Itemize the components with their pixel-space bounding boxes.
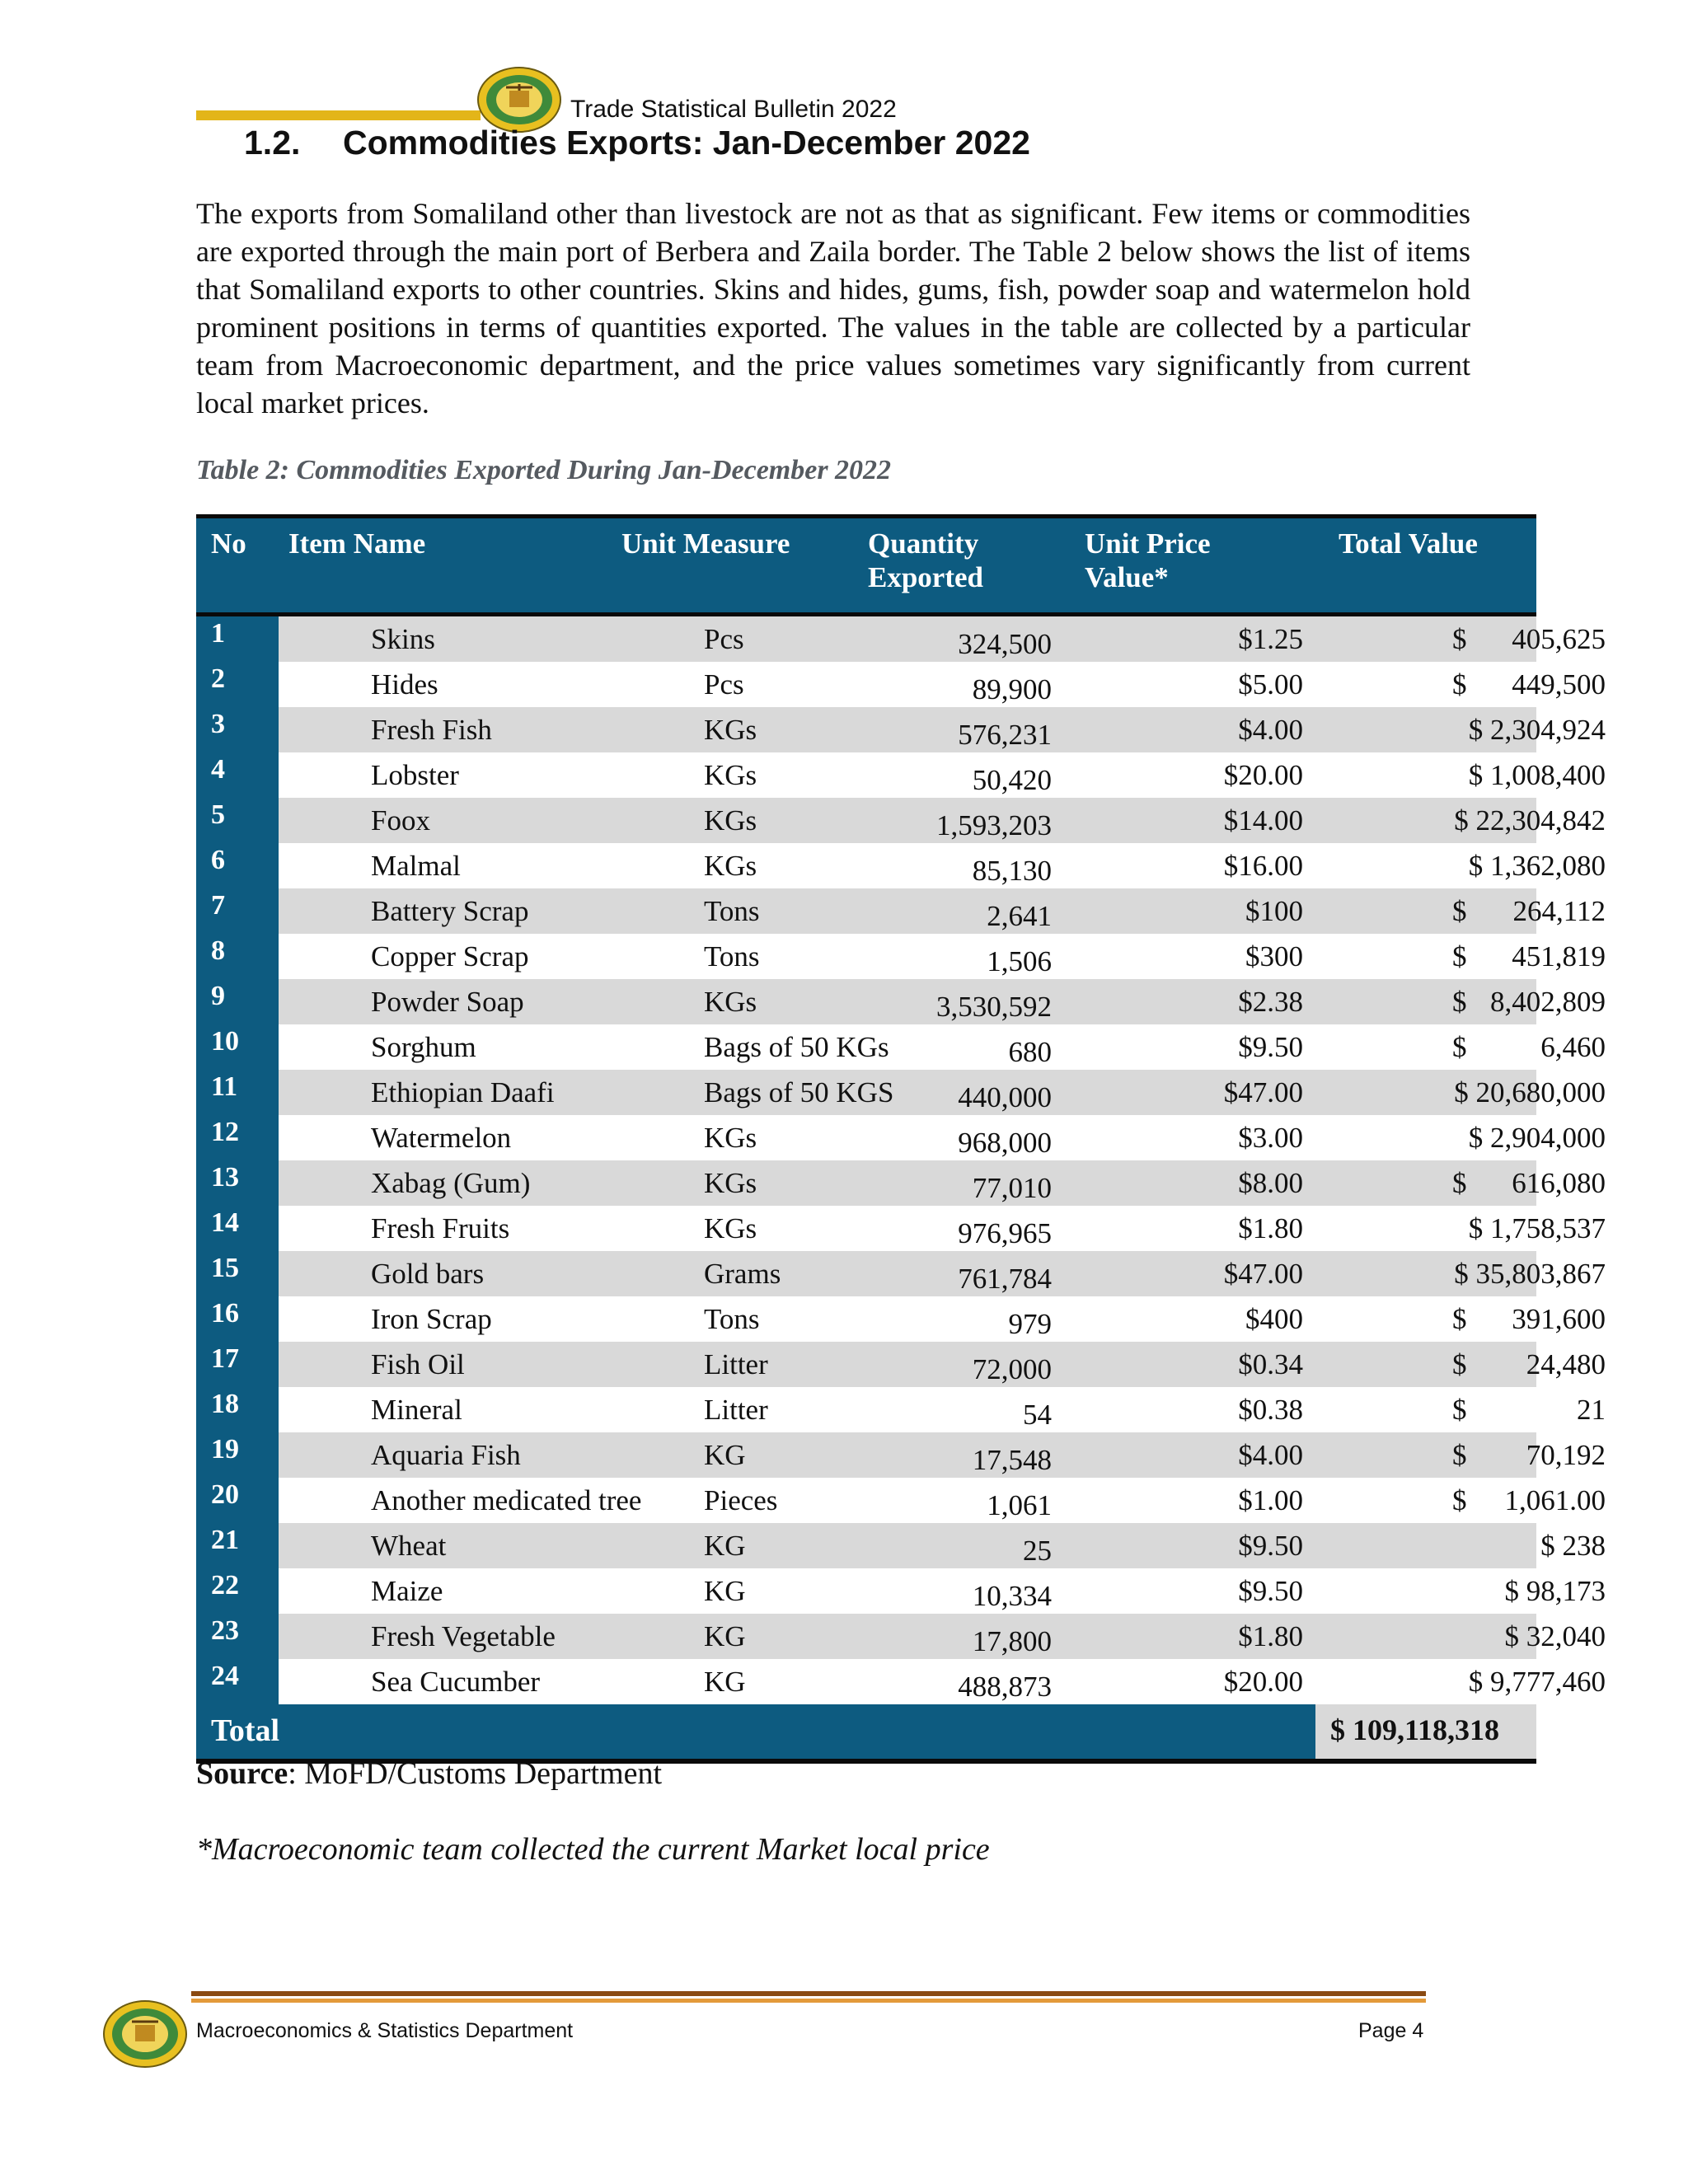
item-name: Iron Scrap: [371, 1303, 492, 1335]
total-amount: 449,500: [1512, 668, 1606, 701]
total-value-cell: [1452, 986, 1606, 1023]
row-body: [279, 1160, 1606, 1206]
table-row: [196, 1387, 1606, 1432]
item-name: Sea Cucumber: [371, 1666, 541, 1698]
unit-price: $4.00: [1238, 1439, 1303, 1471]
row-body: [279, 1070, 1606, 1115]
table-row: [196, 1251, 1606, 1296]
row-body: [279, 934, 1606, 979]
table-row: [196, 1070, 1606, 1115]
total-amount: 6,460: [1540, 1031, 1606, 1063]
unit-measure: KGs: [704, 1167, 757, 1199]
total-amount: 451,819: [1512, 940, 1606, 972]
quantity-exported: 324,500: [958, 628, 1052, 660]
quantity-exported: 72,000: [972, 1353, 1052, 1385]
unit-measure: KG: [704, 1439, 746, 1471]
row-body: [279, 979, 1606, 1024]
item-name: Aquaria Fish: [371, 1439, 521, 1471]
row-body: [279, 888, 1606, 934]
unit-measure: KGs: [704, 804, 757, 837]
total-amount: $ 32,040: [1504, 1620, 1606, 1652]
unit-measure: Tons: [704, 1303, 760, 1335]
row-number: 9: [196, 979, 279, 1024]
table-row: [196, 979, 1606, 1024]
total-amount: 405,625: [1512, 623, 1606, 655]
row-number: 7: [196, 888, 279, 934]
total-currency: $: [1452, 1484, 1467, 1516]
total-amount: 1,061.00: [1504, 1484, 1606, 1516]
bulletin-title: Trade Statistical Bulletin 2022: [570, 96, 897, 123]
total-currency: $: [1452, 1167, 1467, 1199]
row-number: 21: [196, 1523, 279, 1568]
quantity-exported: 25: [1023, 1535, 1052, 1567]
item-name: Fresh Fruits: [371, 1212, 510, 1244]
header-item-name: Item Name: [288, 527, 426, 560]
total-value-cell: [1452, 850, 1606, 887]
quantity-exported: 17,800: [972, 1625, 1052, 1657]
item-name: Maize: [371, 1575, 443, 1607]
unit-measure: KGs: [704, 759, 757, 791]
row-body: [279, 1296, 1606, 1342]
row-body: [279, 1614, 1606, 1659]
table-row: [196, 798, 1606, 843]
total-value-cell: [1452, 1666, 1606, 1703]
unit-measure: KGs: [704, 714, 757, 746]
total-amount: 391,600: [1512, 1303, 1606, 1335]
item-name: Watermelon: [371, 1122, 512, 1154]
unit-price: $9.50: [1238, 1530, 1303, 1562]
quantity-exported: 1,506: [987, 945, 1052, 977]
unit-price: $47.00: [1223, 1076, 1303, 1108]
row-body: [279, 1387, 1606, 1432]
row-body: [279, 1115, 1606, 1160]
quantity-exported: 1,061: [987, 1489, 1052, 1521]
row-body: [279, 1206, 1606, 1251]
footer-rule-accent: [191, 1999, 1426, 2003]
header-total-value: Total Value: [1339, 527, 1478, 560]
footer-page-number: Page 4: [1358, 2019, 1424, 2042]
row-number: 12: [196, 1115, 279, 1160]
intro-paragraph: The exports from Somaliland other than livestock are not as that as significant. Few items or commodities are exported through the main port of Berbera and Zaila border. The Table 2 below shows the list of items that Somaliland exports to other countries. Skins and hides, gums, fish, powder soap and watermelon hold prominent positions in terms of quantities exported. The values in the table are collected by a particular team from Macroeconomic department, and the price values sometimes vary significantly from current local market prices.: [196, 197, 1470, 419]
unit-measure: Litter: [704, 1348, 768, 1380]
row-number: 1: [196, 616, 279, 662]
unit-price: $1.00: [1238, 1484, 1303, 1516]
total-amount: 21: [1577, 1394, 1606, 1426]
total-currency: $: [1452, 986, 1467, 1018]
row-number: 5: [196, 798, 279, 843]
row-number: 13: [196, 1160, 279, 1206]
total-value-cell: [1452, 1076, 1606, 1113]
unit-price: $400: [1245, 1303, 1303, 1335]
row-body: [279, 1478, 1606, 1523]
item-name: Fresh Fish: [371, 714, 492, 746]
item-name: Powder Soap: [371, 986, 524, 1018]
item-name: Sorghum: [371, 1031, 476, 1063]
row-body: [279, 1251, 1606, 1296]
total-currency: $: [1452, 1031, 1467, 1063]
total-amount: 24,480: [1526, 1348, 1606, 1380]
table-row: [196, 1614, 1606, 1659]
total-currency: $: [1452, 623, 1467, 655]
item-name: Hides: [371, 668, 438, 701]
row-number: 2: [196, 662, 279, 707]
quantity-exported: 1,593,203: [936, 809, 1052, 841]
table-row: [196, 1115, 1606, 1160]
total-amount: 264,112: [1512, 895, 1606, 927]
quantity-exported: 576,231: [958, 719, 1052, 751]
unit-measure: KG: [704, 1666, 746, 1698]
quantity-exported: 10,334: [972, 1580, 1052, 1612]
total-amount: $ 1,362,080: [1468, 850, 1606, 882]
total-currency: $: [1452, 1303, 1467, 1335]
row-number: 3: [196, 707, 279, 752]
row-number: 16: [196, 1296, 279, 1342]
total-amount: $ 98,173: [1504, 1575, 1606, 1607]
unit-price: $20.00: [1223, 759, 1303, 791]
total-value-cell: [1452, 623, 1606, 660]
row-body: [279, 707, 1606, 752]
footer-logo: [102, 1999, 188, 2069]
total-currency: $: [1452, 940, 1467, 972]
unit-measure: KG: [704, 1530, 746, 1562]
table-row: [196, 1024, 1606, 1070]
unit-price: $1.25: [1238, 623, 1303, 655]
section-number: 1.2.: [244, 124, 301, 162]
total-value-cell: [1452, 1439, 1606, 1476]
table-row: [196, 1296, 1606, 1342]
item-name: Battery Scrap: [371, 895, 529, 927]
unit-measure: KG: [704, 1620, 746, 1652]
quantity-exported: 680: [1008, 1036, 1052, 1068]
unit-price: $100: [1245, 895, 1303, 927]
total-amount: $ 35,803,867: [1454, 1258, 1606, 1290]
row-number: 4: [196, 752, 279, 798]
exports-table: [196, 514, 1606, 1764]
total-value-cell: [1452, 1031, 1606, 1068]
item-name: Fresh Vegetable: [371, 1620, 556, 1652]
total-currency: $: [1452, 1439, 1467, 1471]
item-name: Gold bars: [371, 1258, 485, 1290]
row-number: 11: [196, 1070, 279, 1115]
item-name: Mineral: [371, 1394, 462, 1426]
total-value-cell: [1452, 1167, 1606, 1204]
table-row: [196, 1206, 1606, 1251]
unit-measure: KGs: [704, 850, 757, 882]
unit-price: $9.50: [1238, 1031, 1303, 1063]
table-body: [196, 616, 1606, 1704]
table-row: [196, 843, 1606, 888]
total-amount: $ 22,304,842: [1454, 804, 1606, 837]
table-row: [196, 616, 1606, 662]
row-number: 19: [196, 1432, 279, 1478]
total-amount: $ 1,758,537: [1468, 1212, 1606, 1244]
row-number: 17: [196, 1342, 279, 1387]
total-value-cell: [1452, 1348, 1606, 1385]
item-name: Another medicated tree: [371, 1484, 642, 1516]
row-number: 18: [196, 1387, 279, 1432]
unit-price: $300: [1245, 940, 1303, 972]
unit-price: $2.38: [1238, 986, 1303, 1018]
table-row: [196, 707, 1606, 752]
unit-measure: Grams: [704, 1258, 781, 1290]
table-row: [196, 934, 1606, 979]
unit-price: $0.38: [1238, 1394, 1303, 1426]
header-accent-bar: [196, 110, 481, 120]
quantity-exported: 2,641: [987, 900, 1052, 932]
unit-measure: Pieces: [704, 1484, 778, 1516]
total-amount: 8,402,809: [1490, 986, 1606, 1018]
total-value: $ 109,118,318: [1315, 1704, 1536, 1759]
footer-rule: [191, 1991, 1426, 1996]
quantity-exported: 89,900: [972, 673, 1052, 705]
quantity-exported: 979: [1008, 1308, 1052, 1340]
total-value-cell: [1452, 1575, 1606, 1612]
item-name: Lobster: [371, 759, 459, 791]
unit-measure: Bags of 50 KGs: [704, 1031, 889, 1063]
total-amount: $ 20,680,000: [1454, 1076, 1606, 1108]
quantity-exported: 77,010: [972, 1172, 1052, 1204]
total-value-cell: [1452, 1484, 1606, 1521]
row-number: 14: [196, 1206, 279, 1251]
source-label: Source: [196, 1756, 288, 1791]
unit-price: $8.00: [1238, 1167, 1303, 1199]
total-amount: 70,192: [1526, 1439, 1606, 1471]
unit-price: $3.00: [1238, 1122, 1303, 1154]
header-quantity-exported: Quantity Exported: [868, 527, 983, 593]
total-value-cell: [1452, 668, 1606, 705]
item-name: Wheat: [371, 1530, 447, 1562]
section-heading: [244, 124, 1030, 162]
row-body: [279, 1342, 1606, 1387]
total-value-cell: [1452, 804, 1606, 841]
quantity-exported: 761,784: [958, 1263, 1052, 1295]
total-value-cell: [1452, 1122, 1606, 1159]
total-value-cell: [1452, 940, 1606, 977]
total-amount: 616,080: [1512, 1167, 1606, 1199]
total-amount: $ 2,904,000: [1468, 1122, 1606, 1154]
footer-department: Macroeconomics & Statistics Department: [196, 2019, 574, 2042]
header-unit-measure: Unit Measure: [621, 527, 790, 560]
row-number: 6: [196, 843, 279, 888]
quantity-exported: 50,420: [972, 764, 1052, 796]
unit-price: $5.00: [1238, 668, 1303, 701]
row-number: 15: [196, 1251, 279, 1296]
total-value-cell: [1452, 1303, 1606, 1340]
row-body: [279, 752, 1606, 798]
unit-price: $14.00: [1223, 804, 1303, 837]
quantity-exported: 3,530,592: [936, 991, 1052, 1023]
unit-measure: Bags of 50 KGS: [704, 1076, 894, 1108]
total-currency: $: [1452, 668, 1467, 701]
quantity-exported: 968,000: [958, 1127, 1052, 1159]
price-note: *Macroeconomic team collected the current Market local price: [196, 1832, 990, 1867]
quantity-exported: 976,965: [958, 1217, 1052, 1249]
total-value-cell: [1452, 1620, 1606, 1657]
quantity-exported: 54: [1023, 1399, 1052, 1431]
item-name: Skins: [371, 623, 435, 655]
row-body: [279, 1024, 1606, 1070]
table-row: [196, 888, 1606, 934]
unit-measure: Pcs: [704, 623, 744, 655]
total-amount: $ 1,008,400: [1468, 759, 1606, 791]
total-value-cell: [1452, 714, 1606, 751]
quantity-exported: 440,000: [958, 1081, 1052, 1113]
table-row: [196, 1342, 1606, 1387]
total-value-cell: [1452, 1258, 1606, 1295]
item-name: Malmal: [371, 850, 461, 882]
item-name: Fish Oil: [371, 1348, 465, 1380]
row-body: [279, 843, 1606, 888]
total-value-cell: [1452, 1212, 1606, 1249]
item-name: Foox: [371, 804, 430, 837]
row-number: 20: [196, 1478, 279, 1523]
row-body: [279, 1523, 1606, 1568]
total-amount: $ 9,777,460: [1468, 1666, 1606, 1698]
table-row: [196, 1432, 1606, 1478]
table-row: [196, 1523, 1606, 1568]
row-number: 10: [196, 1024, 279, 1070]
unit-price: $0.34: [1238, 1348, 1303, 1380]
total-label: Total: [211, 1713, 280, 1748]
row-number: 24: [196, 1659, 279, 1704]
header-no: No: [211, 527, 246, 560]
row-body: [279, 1432, 1606, 1478]
quantity-exported: 488,873: [958, 1671, 1052, 1703]
unit-measure: Tons: [704, 940, 760, 972]
unit-price: $1.80: [1238, 1212, 1303, 1244]
total-currency: $: [1452, 1394, 1467, 1426]
row-body: [279, 662, 1606, 707]
unit-measure: Litter: [704, 1394, 768, 1426]
item-name: Ethiopian Daafi: [371, 1076, 555, 1108]
table-header: [196, 514, 1536, 616]
unit-measure: KGs: [704, 1122, 757, 1154]
item-name: Xabag (Gum): [371, 1167, 531, 1199]
table-row: [196, 1160, 1606, 1206]
table-caption: Table 2: Commodities Exported During Jan-December 2022: [196, 455, 892, 485]
total-currency: $: [1452, 895, 1467, 927]
unit-measure: KGs: [704, 1212, 757, 1244]
row-body: [279, 616, 1606, 662]
unit-measure: Pcs: [704, 668, 744, 701]
unit-price: $1.80: [1238, 1620, 1303, 1652]
unit-price: $9.50: [1238, 1575, 1303, 1607]
unit-price: $16.00: [1223, 850, 1303, 882]
table-row: [196, 1568, 1606, 1614]
table-row: [196, 1478, 1606, 1523]
row-number: 22: [196, 1568, 279, 1614]
total-value-cell: [1452, 895, 1606, 932]
unit-price: $47.00: [1223, 1258, 1303, 1290]
item-name: Copper Scrap: [371, 940, 529, 972]
row-body: [279, 798, 1606, 843]
quantity-exported: 85,130: [972, 855, 1052, 887]
unit-measure: KGs: [704, 986, 757, 1018]
row-number: 8: [196, 934, 279, 979]
row-number: 23: [196, 1614, 279, 1659]
unit-price: $20.00: [1223, 1666, 1303, 1698]
total-currency: $: [1452, 1348, 1467, 1380]
total-value-cell: [1452, 759, 1606, 796]
total-amount: $ 238: [1540, 1530, 1606, 1562]
total-value-cell: [1452, 1530, 1606, 1567]
unit-measure: Tons: [704, 895, 760, 927]
row-body: [279, 1568, 1606, 1614]
table-row: [196, 1659, 1606, 1704]
total-value-cell: [1452, 1394, 1606, 1431]
header-unit-price: Unit Price Value*: [1085, 527, 1211, 593]
unit-price: $4.00: [1238, 714, 1303, 746]
section-title: Commodities Exports: Jan-December 2022: [343, 124, 1030, 162]
source-line: [196, 1755, 662, 1792]
total-amount: $ 2,304,924: [1468, 714, 1606, 746]
source-text: : MoFD/Customs Department: [288, 1756, 663, 1791]
table-row: [196, 752, 1606, 798]
row-body: [279, 1659, 1606, 1704]
unit-measure: KG: [704, 1575, 746, 1607]
quantity-exported: 17,548: [972, 1444, 1052, 1476]
table-row: [196, 662, 1606, 707]
